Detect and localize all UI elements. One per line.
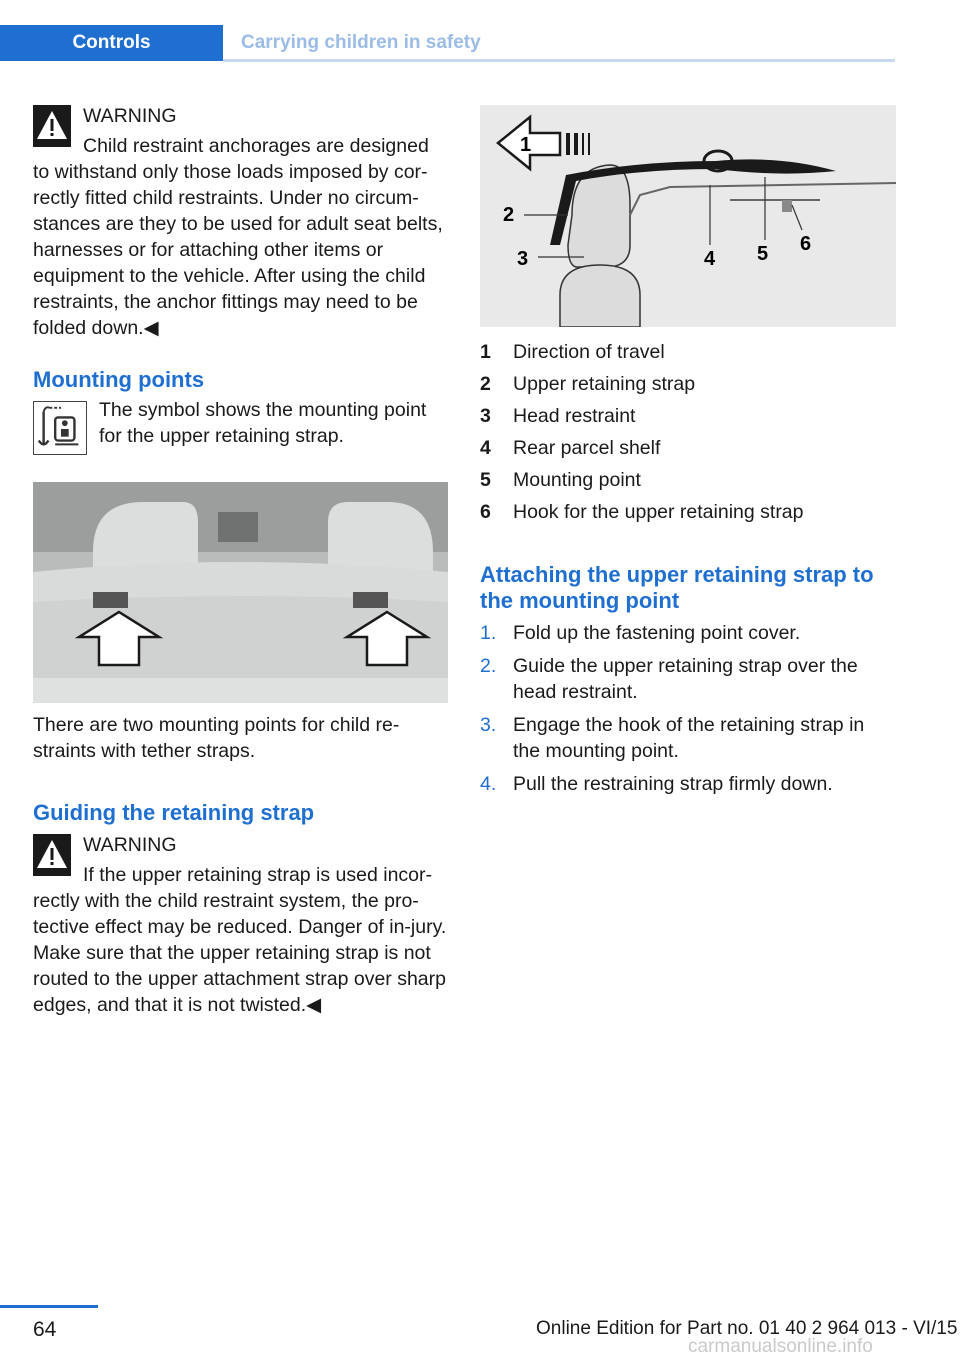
photo-caption: There are two mounting points for child re-straints with tether straps.: [33, 714, 400, 762]
legend-item: 2 Upper retaining strap: [480, 373, 696, 395]
parcel-shelf-photo: [33, 482, 448, 703]
watermark: carmanualsonline.info: [688, 1336, 873, 1357]
warning-body: to withstand only those loads imposed by cor-rectly fitted child restraints. Under no circum-stances are they to be used for adult seat belts, harnesses or for attaching other items or equipment to the vehicle. After using the child restraints, the anchor fittings may need to be folded down.◀: [33, 161, 443, 339]
warning-body: rectly with the child restraint system, the pro-tective effect may be reduced. Danger of in-jury. Make sure that the upper retaining strap is not routed to the upper attachment strap over sharp edges, and that it is not twisted.◀: [33, 890, 447, 1016]
page-number: 64: [33, 1318, 57, 1341]
right-column: [480, 103, 896, 804]
mounting-text: The symbol shows the mounting point for the upper retaining strap.: [99, 399, 427, 447]
chapter-title[interactable]: Carrying children in safety: [241, 32, 481, 53]
section-heading: Attaching the upper retaining strap to the mounting point: [480, 562, 874, 613]
mounting-symbol-block: [33, 397, 448, 461]
footer-rule: [0, 1305, 98, 1308]
warning-title: WARNING: [83, 834, 177, 856]
step-item: 3. Engage the hook of the retaining strap in the mounting point.: [480, 714, 865, 762]
diagram-label: 2: [503, 204, 515, 226]
steps-list: [480, 620, 896, 797]
step-item: 1. Fold up the fastening point cover.: [480, 622, 801, 644]
diagram-label: 3: [517, 248, 529, 270]
warning-block: [33, 832, 448, 1018]
legend-list: [480, 336, 896, 528]
warning-first-line: Child restraint anchorages are designed: [83, 135, 429, 157]
header-rule: [223, 59, 895, 62]
legend-item: 4 Rear parcel shelf: [480, 437, 661, 459]
legend-item: 3 Head restraint: [480, 405, 636, 427]
warning-triangle-icon: [33, 105, 71, 147]
warning-triangle-icon: [33, 834, 71, 876]
legend-item: 1 Direction of travel: [480, 341, 665, 363]
warning-first-line: If the upper retaining strap is used incor-: [83, 864, 433, 886]
edition-text: Online Edition for Part no. 01 40 2 964 013 - VI/15: [536, 1318, 958, 1339]
diagram-label: 6: [800, 233, 812, 255]
diagram-label: 1: [520, 134, 532, 156]
diagram-label: 4: [704, 248, 716, 270]
section-heading: Guiding the retaining strap: [33, 800, 315, 825]
section-heading: Mounting points: [33, 367, 205, 392]
legend-item: 6 Hook for the upper retaining strap: [480, 501, 804, 523]
warning-title: WARNING: [83, 105, 177, 127]
step-item: 2. Guide the upper retaining strap over the head restraint.: [480, 655, 858, 703]
section-tab[interactable]: Controls: [0, 25, 223, 61]
left-column: [33, 103, 448, 1018]
legend-item: 5 Mounting point: [480, 469, 641, 491]
diagram-label: 5: [757, 243, 769, 265]
step-item: 4. Pull the restraining strap firmly down.: [480, 773, 833, 795]
strap-routing-diagram: [480, 105, 896, 327]
child-seat-anchor-icon: [33, 401, 87, 455]
warning-block: [33, 103, 448, 341]
page-header: [0, 25, 895, 61]
